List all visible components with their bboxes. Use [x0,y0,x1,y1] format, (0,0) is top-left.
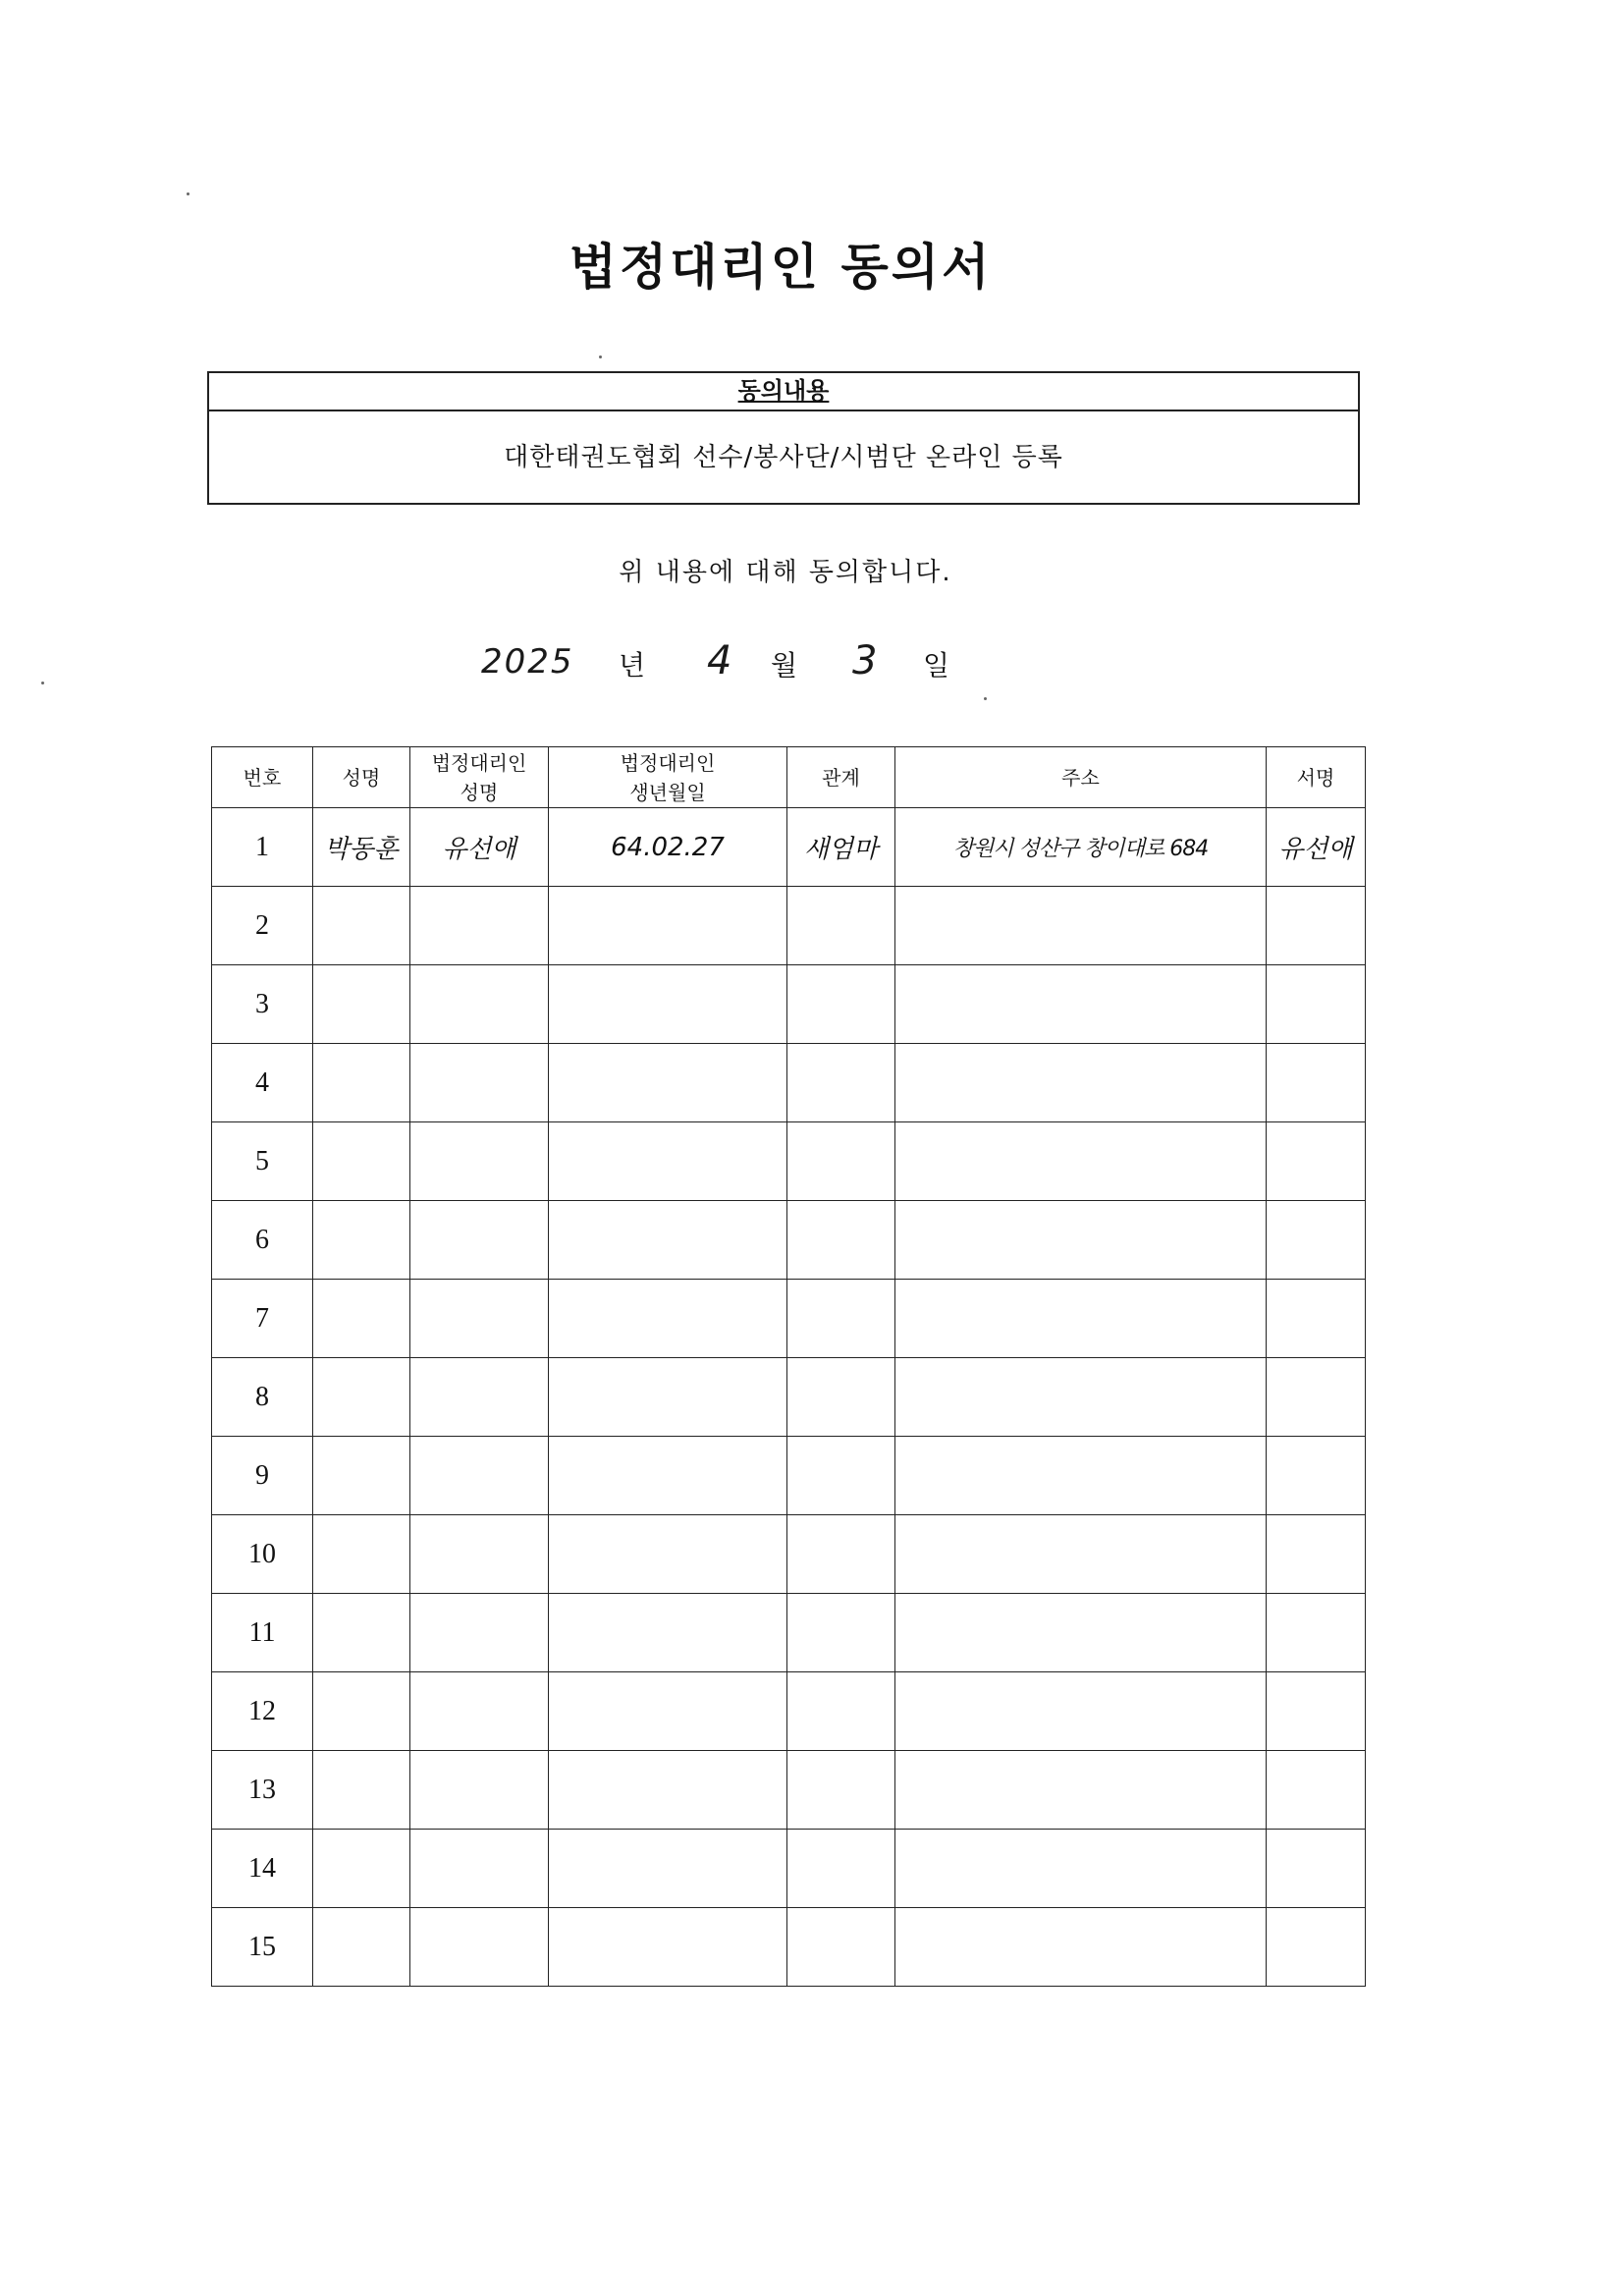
row-guardian-name [410,1672,549,1751]
date-day-label: 일 [923,649,950,682]
row-name [313,1358,410,1437]
row-guardian-birth [549,1122,787,1201]
row-name [313,965,410,1044]
scan-speck [984,697,987,700]
header-guardian-name-line2: 성명 [460,780,499,804]
guardian-roster-table [211,746,1366,1987]
row-relation [787,1751,895,1830]
row-number: 5 [212,1122,313,1201]
row-guardian-birth: 64.02.27 [549,808,787,887]
row-address [895,965,1267,1044]
row-address [895,1830,1267,1908]
table-row [212,808,1366,887]
row-guardian-name [410,1751,549,1830]
row-signature [1267,965,1366,1044]
row-guardian-birth [549,1201,787,1280]
row-relation [787,1830,895,1908]
row-address [895,1751,1267,1830]
row-name: 박동훈 [313,808,410,887]
row-number: 9 [212,1437,313,1515]
agreement-statement: 위 내용에 대해 동의합니다. [619,558,952,587]
row-number: 4 [212,1044,313,1122]
row-address: 창원시 성산구 창이대로 684 [895,808,1267,887]
consent-content-box [207,371,1360,505]
table-row [212,1751,1366,1830]
row-address [895,1280,1267,1358]
table-body [212,808,1366,1987]
row-address [895,1672,1267,1751]
header-guardian-name [410,747,549,808]
date-year-label: 년 [619,649,646,682]
row-guardian-name [410,1437,549,1515]
row-address [895,1044,1267,1122]
row-guardian-birth [549,1044,787,1122]
row-guardian-birth [549,1830,787,1908]
table-row [212,1830,1366,1908]
row-guardian-name [410,1044,549,1122]
row-guardian-name: 유선애 [410,808,549,887]
row-guardian-birth [549,1594,787,1672]
row-address [895,887,1267,965]
table-row [212,1437,1366,1515]
row-signature [1267,1908,1366,1987]
header-guardian-birth [549,747,787,808]
row-name [313,1830,410,1908]
row-relation [787,1594,895,1672]
row-signature: 유선애 [1267,808,1366,887]
row-name [313,1280,410,1358]
row-number: 12 [212,1672,313,1751]
row-guardian-name [410,1122,549,1201]
row-guardian-birth [549,1751,787,1830]
row-name [313,1201,410,1280]
row-name [313,887,410,965]
row-signature [1267,1830,1366,1908]
row-signature [1267,1751,1366,1830]
row-number: 15 [212,1908,313,1987]
row-name [313,1122,410,1201]
table-row [212,1908,1366,1987]
row-number: 3 [212,965,313,1044]
date-month-value: 4 [707,638,732,683]
row-relation [787,1280,895,1358]
date-month-label: 월 [771,649,798,682]
row-address [895,1201,1267,1280]
row-signature [1267,1437,1366,1515]
row-signature [1267,1280,1366,1358]
row-number: 8 [212,1358,313,1437]
row-name [313,1672,410,1751]
row-signature [1267,887,1366,965]
date-day-value: 3 [852,638,878,683]
consent-header-label: 동의내용 [737,377,830,405]
row-address [895,1437,1267,1515]
row-guardian-name [410,1358,549,1437]
row-relation [787,1122,895,1201]
header-name: 성명 [313,747,410,808]
row-signature [1267,1044,1366,1122]
table-row [212,1358,1366,1437]
table-row [212,1044,1366,1122]
row-relation [787,1201,895,1280]
row-address [895,1358,1267,1437]
row-name [313,1594,410,1672]
row-guardian-name [410,1201,549,1280]
row-guardian-name [410,1594,549,1672]
row-relation [787,1044,895,1122]
row-number: 10 [212,1515,313,1594]
row-guardian-birth [549,1280,787,1358]
row-number: 1 [212,808,313,887]
row-guardian-birth [549,1515,787,1594]
table-row [212,1280,1366,1358]
row-relation [787,1672,895,1751]
row-relation [787,887,895,965]
header-signature: 서명 [1267,747,1366,808]
row-guardian-name [410,965,549,1044]
table-row [212,1201,1366,1280]
row-signature [1267,1122,1366,1201]
header-number: 번호 [212,747,313,808]
date-year-value: 2025 [481,642,574,682]
consent-content-text: 대한태권도협회 선수/봉사단/시범단 온라인 등록 [504,443,1063,472]
row-signature [1267,1672,1366,1751]
row-relation: 새엄마 [787,808,895,887]
row-guardian-name [410,887,549,965]
header-relation: 관계 [787,747,895,808]
row-name [313,1044,410,1122]
table-row [212,1672,1366,1751]
row-guardian-birth [549,1672,787,1751]
header-address: 주소 [895,747,1267,808]
table-row [212,887,1366,965]
header-guardian-birth-line1: 법정대리인 [620,750,716,775]
row-guardian-birth [549,887,787,965]
row-number: 6 [212,1201,313,1280]
table-row [212,1122,1366,1201]
scan-speck [599,355,602,358]
row-address [895,1122,1267,1201]
row-guardian-name [410,1280,549,1358]
row-relation [787,1437,895,1515]
row-name [313,1908,410,1987]
row-address [895,1594,1267,1672]
row-relation [787,1515,895,1594]
row-number: 7 [212,1280,313,1358]
row-address [895,1515,1267,1594]
table-header-row [212,747,1366,808]
header-guardian-birth-line2: 생년월일 [629,780,706,804]
row-signature [1267,1358,1366,1437]
row-number: 13 [212,1751,313,1830]
table-row [212,965,1366,1044]
row-address [895,1908,1267,1987]
table-row [212,1594,1366,1672]
document-title: 법정대리인 동의서 [568,239,993,296]
consent-content-header [209,373,1358,411]
row-guardian-birth [549,1358,787,1437]
row-number: 11 [212,1594,313,1672]
row-name [313,1437,410,1515]
row-number: 2 [212,887,313,965]
row-name [313,1515,410,1594]
row-guardian-name [410,1830,549,1908]
table-row [212,1515,1366,1594]
header-guardian-name-line1: 법정대리인 [431,750,527,775]
row-guardian-name [410,1908,549,1987]
row-guardian-name [410,1515,549,1594]
row-signature [1267,1515,1366,1594]
row-guardian-birth [549,1437,787,1515]
row-relation [787,1908,895,1987]
row-guardian-birth [549,965,787,1044]
row-relation [787,1358,895,1437]
row-number: 14 [212,1830,313,1908]
row-name [313,1751,410,1830]
row-relation [787,965,895,1044]
row-guardian-birth [549,1908,787,1987]
row-signature [1267,1594,1366,1672]
scan-speck [187,192,189,195]
scan-speck [41,682,44,684]
row-signature [1267,1201,1366,1280]
